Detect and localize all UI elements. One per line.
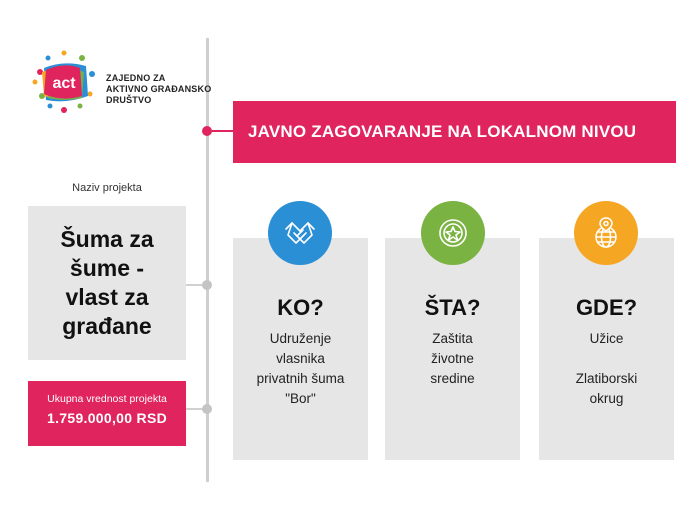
timeline-dot bbox=[202, 404, 212, 414]
logo-line: AKTIVNO GRAĐANSKO bbox=[106, 84, 212, 94]
who-card bbox=[233, 238, 368, 460]
card-text bbox=[233, 329, 368, 409]
card-line: sredine bbox=[430, 371, 475, 386]
logo-line: DRUŠTVO bbox=[106, 95, 152, 105]
project-title: Šuma za šume - vlast za građane bbox=[60, 226, 154, 339]
timeline-dot bbox=[202, 280, 212, 290]
timeline-dot bbox=[202, 126, 212, 136]
card-text bbox=[385, 329, 520, 389]
card-heading: ŠTA? bbox=[424, 295, 481, 320]
globe-pin-icon bbox=[574, 201, 638, 265]
project-name-label: Naziv projekta bbox=[72, 182, 142, 194]
act-logo-icon bbox=[30, 48, 98, 116]
timeline-connector bbox=[212, 130, 234, 132]
card-line-gap bbox=[539, 349, 674, 369]
card-line: okrug bbox=[589, 391, 624, 406]
project-value-amount: 1.759.000,00 RSD bbox=[47, 410, 167, 426]
card-line: vlasnika bbox=[276, 351, 325, 366]
project-value-label: Ukupna vrednost projekta bbox=[47, 393, 167, 405]
card-line: Zlatiborski bbox=[575, 371, 638, 386]
card-line: "Bor" bbox=[285, 391, 316, 406]
topic-banner bbox=[233, 101, 676, 163]
leaf-badge-icon bbox=[421, 201, 485, 265]
card-line: Zaštita bbox=[432, 331, 473, 346]
card-text bbox=[539, 329, 674, 409]
project-title-box bbox=[28, 206, 186, 360]
logo-mark-text: act bbox=[52, 75, 76, 92]
what-card bbox=[385, 238, 520, 460]
logo-line: ZAJEDNO ZA bbox=[106, 73, 166, 83]
where-card bbox=[539, 238, 674, 460]
card-line: životne bbox=[431, 351, 474, 366]
card-line: privatnih šuma bbox=[256, 371, 345, 386]
card-line: Udruženje bbox=[269, 331, 332, 346]
handshake-icon bbox=[268, 201, 332, 265]
card-heading: KO? bbox=[277, 295, 324, 320]
card-heading: GDE? bbox=[575, 295, 638, 320]
organization-name bbox=[106, 73, 211, 106]
card-line: Užice bbox=[589, 331, 624, 346]
project-value-box bbox=[28, 381, 186, 446]
banner-title: JAVNO ZAGOVARANJE NA LOKALNOM NIVOU bbox=[248, 122, 637, 141]
